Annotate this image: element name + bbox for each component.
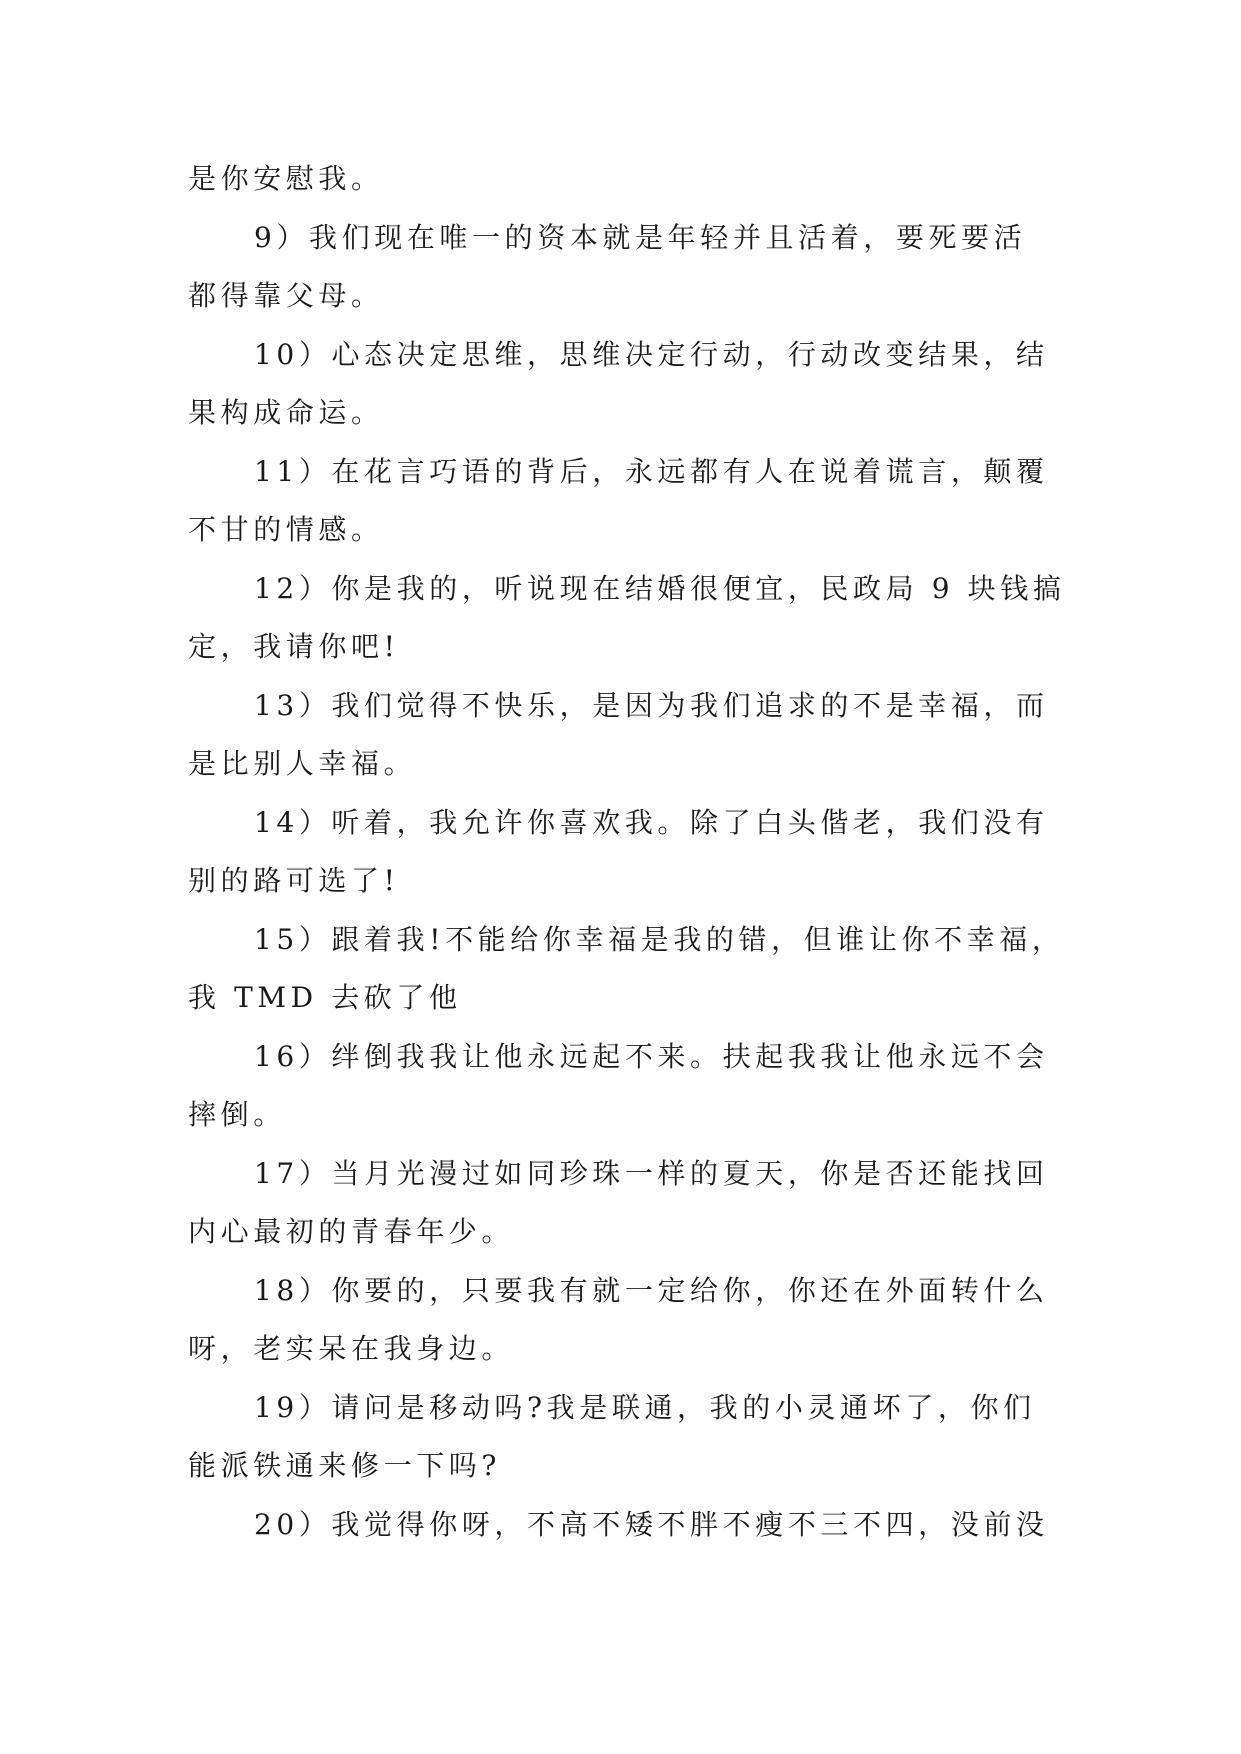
paragraph-item-19 xyxy=(188,1379,1068,1496)
paragraph-item-12 xyxy=(188,560,1068,677)
paragraph-line: 19）请问是移动吗?我是联通，我的小灵通坏了，你们 xyxy=(254,1390,1036,1424)
paragraph-line: 都得靠父母。 xyxy=(188,279,384,312)
paragraph-item-11 xyxy=(188,443,1068,560)
paragraph-line: 定，我请你吧! xyxy=(188,630,400,663)
paragraph-item-20 xyxy=(188,1496,1068,1555)
paragraph-line: 18）你要的，只要我有就一定给你，你还在外面转什么 xyxy=(254,1273,1049,1307)
paragraph-line: 是比别人幸福。 xyxy=(188,747,417,780)
paragraph-line: 我 TMD 去砍了他 xyxy=(188,981,462,1014)
paragraph-line: 呀，老实呆在我身边。 xyxy=(188,1332,515,1365)
paragraph-item-9 xyxy=(188,209,1068,326)
paragraph-line: 15）跟着我!不能给你幸福是我的错，但谁让你不幸福， xyxy=(254,922,1065,956)
paragraph-line: 17）当月光漫过如同珍珠一样的夏天，你是否还能找回 xyxy=(254,1156,1049,1190)
paragraph-item-15 xyxy=(188,911,1068,1028)
paragraph-item-16 xyxy=(188,1028,1068,1145)
paragraph-line: 12）你是我的，听说现在结婚很便宜，民政局 9 块钱搞 xyxy=(254,571,1066,605)
paragraph-line: 果构成命运。 xyxy=(188,396,384,429)
paragraph-line: 能派铁通来修一下吗? xyxy=(188,1449,502,1482)
paragraph-line: 13）我们觉得不快乐，是因为我们追求的不是幸福，而 xyxy=(254,688,1049,722)
paragraph-line: 11）在花言巧语的背后，永远都有人在说着谎言，颠覆 xyxy=(254,454,1049,488)
paragraph-continuation xyxy=(188,150,1068,209)
paragraph-line: 20）我觉得你呀，不高不矮不胖不瘦不三不四，没前没 xyxy=(254,1507,1049,1541)
paragraph-line: 摔倒。 xyxy=(188,1098,286,1131)
paragraph-line: 不甘的情感。 xyxy=(188,513,384,546)
paragraph-item-13 xyxy=(188,677,1068,794)
paragraph-line: 是你安慰我。 xyxy=(188,162,384,195)
paragraph-line: 16）绊倒我我让他永远起不来。扶起我我让他永远不会 xyxy=(254,1039,1049,1073)
paragraph-line: 10）心态决定思维，思维决定行动，行动改变结果，结 xyxy=(254,337,1049,371)
paragraph-item-18 xyxy=(188,1262,1068,1379)
paragraph-item-14 xyxy=(188,794,1068,911)
paragraph-line: 别的路可选了! xyxy=(188,864,400,897)
paragraph-line: 14）听着，我允许你喜欢我。除了白头偕老，我们没有 xyxy=(254,805,1049,839)
paragraph-line: 内心最初的青春年少。 xyxy=(188,1215,515,1248)
document-body xyxy=(188,150,1068,1554)
paragraph-line: 9）我们现在唯一的资本就是年轻并且活着，要死要活 xyxy=(254,220,1027,254)
paragraph-item-10 xyxy=(188,326,1068,443)
paragraph-item-17 xyxy=(188,1145,1068,1262)
